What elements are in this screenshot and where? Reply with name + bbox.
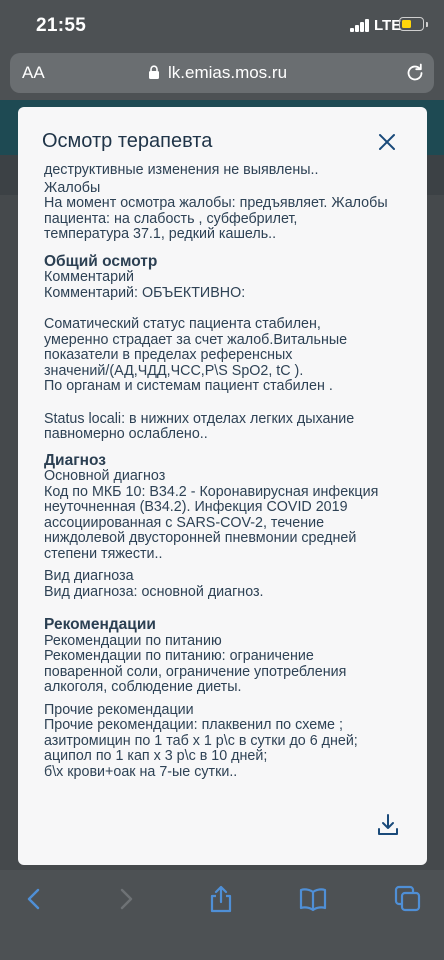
tabs-icon[interactable] [394, 885, 422, 913]
comment-label: Комментарий [44, 269, 135, 285]
url-text[interactable]: lk.emias.mos.ru [168, 63, 288, 82]
nutrition-value: Рекомендации по питанию: ограничение поваренной соли, ограничение употребления алкоголя, соблюдение диеты. [44, 648, 347, 695]
download-icon[interactable] [377, 813, 399, 837]
share-icon[interactable] [207, 885, 235, 913]
other-recs-label: Прочие рекомендации [44, 701, 194, 718]
browser-address-area [0, 50, 444, 100]
complaints-label: Жалобы [44, 179, 101, 196]
general-exam-heading: Общий осмотр [44, 252, 158, 270]
close-icon[interactable] [376, 131, 398, 153]
reload-icon[interactable] [405, 63, 425, 83]
other-recs-value: Прочие рекомендации: плаквенил по схеме ; азитромицин по 1 таб х 1 р\с в сутки до 6 дней; аципол по 1 кап х 3 р\с в 10 дней; б\х крови+оак на 7-ые сутки.. [44, 717, 358, 780]
back-icon[interactable] [20, 885, 48, 913]
nutrition-label: Рекомендации по питанию [44, 632, 222, 649]
somatic-status: Соматический статус пациента стабилен, умеренно страдает за счет жалоб.Витальные показатели в пределах референсных значений/(АД,ЧДД,ЧСС,P\S SpO2, tC ). По органам и системам пациент стабилен . [44, 316, 348, 394]
network-type: LTE [374, 17, 402, 34]
recommendations-heading: Рекомендации [44, 616, 156, 633]
status-bar [0, 0, 444, 50]
complaints-text: На момент осмотра жалобы: предъявляет. Жалобы пациента: на слабость , субфебрилет, температура 37.1, редкий кашель.. [44, 195, 388, 242]
signal-icon [350, 19, 372, 32]
text-line: деструктивные изменения не выявлены.. [44, 162, 319, 178]
modal-content [44, 163, 419, 780]
modal-title: Осмотр терапевта [42, 130, 213, 152]
battery-icon [399, 17, 424, 31]
comment-value: Комментарий: ОБЪЕКТИВНО: [44, 284, 246, 301]
diagnosis-type-value: Вид диагноза: основной диагноз. [44, 583, 264, 600]
exam-modal [18, 107, 427, 865]
diagnosis-type-label: Вид диагноза [44, 568, 134, 584]
browser-toolbar [0, 870, 444, 960]
status-locali: Status locali: в нижних отделах легких дыхание павномерно ослаблено.. [44, 410, 355, 442]
bookmarks-icon[interactable] [299, 885, 327, 913]
diagnosis-heading: Диагноз [44, 451, 106, 469]
lock-icon [148, 65, 160, 80]
main-diagnosis-value: Код по МКБ 10: B34.2 - Коронавирусная инфекция неуточненная (B34.2). Инфекция COVID 2019 ассоциированная с SARS-COV-2, течение ниждолевой двусторонней пневмонии средней степени тяжести.. [44, 483, 379, 562]
text-size-button[interactable]: AA [22, 63, 45, 82]
forward-icon[interactable] [112, 885, 140, 913]
main-diagnosis-label: Основной диагноз [44, 468, 166, 484]
address-bar[interactable] [10, 53, 434, 93]
status-time: 21:55 [36, 15, 87, 36]
